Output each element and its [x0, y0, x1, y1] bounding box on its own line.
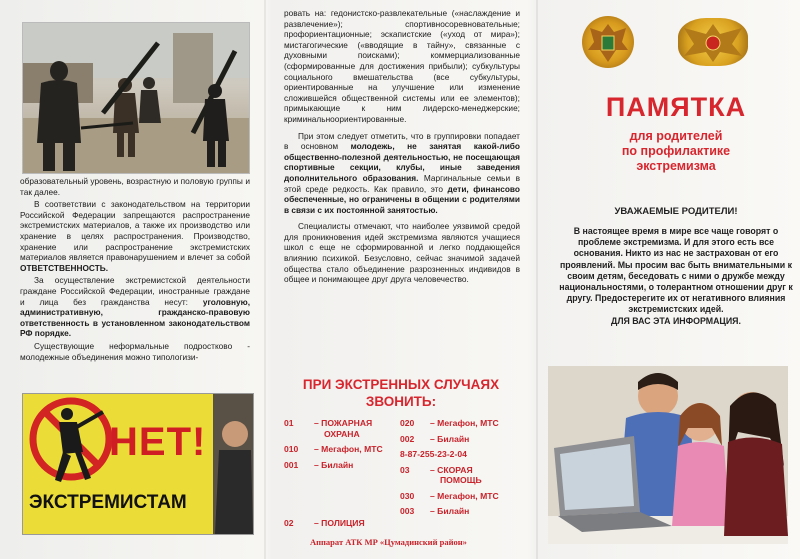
- family-laptop-photo: [548, 366, 788, 544]
- youth-paragraph: [284, 131, 520, 216]
- law-text: В соответствии с законодательством на территории Российской Федерации запрещаются распространение экстремистских материалов, а также их производство или хранение в целях распространения. Производство, хранение или распространение экстремистских материалов является правонарушением и влечет за собой: [20, 199, 250, 263]
- youth-text-c: Маргинальные семьи в этой среде редкость. Как правило, это: [284, 172, 520, 194]
- phone-desc: [314, 418, 372, 439]
- net-word: НЕТ!: [109, 420, 207, 464]
- emergency-title: [276, 376, 526, 410]
- phone-desc: [430, 434, 469, 445]
- eagle-emblem-icon: [582, 16, 634, 68]
- left-panel: [0, 0, 262, 559]
- phone-number: 001: [284, 459, 299, 470]
- phone-row: [284, 444, 404, 455]
- phone-desc: [314, 460, 353, 471]
- phone-desc: [430, 418, 499, 429]
- police-emblem-icon: [678, 18, 748, 66]
- phone-desc-line1: – Билайн: [314, 459, 354, 470]
- phone-number: 03: [400, 464, 410, 475]
- phone-desc: [430, 491, 499, 502]
- intro-text: [558, 226, 794, 327]
- liability-paragraph: [20, 275, 250, 339]
- phone-row-police: [284, 518, 365, 529]
- phone-number: 02: [284, 518, 294, 528]
- phone-desc-line1: – Мегафон, МТС: [314, 444, 383, 454]
- net-caption: ЭКСТРЕМИСТАМ: [29, 492, 187, 513]
- phone-number: 8-87-255-23-2-04: [400, 449, 467, 459]
- left-paragraph-continued: образовательный уровень, возрастную и половую группы и так далее.: [20, 176, 250, 197]
- intro-closing: ДЛЯ ВАС ЭТА ИНФОРМАЦИЯ.: [611, 315, 741, 326]
- left-text-block: [20, 176, 250, 364]
- middle-panel: [266, 0, 534, 559]
- specialists-paragraph: Специалисты отмечают, что наиболее уязвимой средой для проникновения идей экстремизма являются учащиеся школ с еще не сформированной и легко поддающейся влиянию психикой. Безусловно, сейчас значимой задачей общества стало объединение разрозненных индивидов в общее и понимающее друг друга человечество.: [284, 221, 520, 285]
- emergency-title-line1: ПРИ ЭКСТРЕННЫХ СЛУЧАЯХ: [302, 377, 500, 392]
- phone-desc-line1: – Билайн: [430, 433, 470, 444]
- phone-desc: [430, 465, 482, 486]
- law-paragraph: [20, 199, 250, 273]
- phone-desc-line1: – ПОЖАРНАЯ: [314, 418, 373, 428]
- youth-text-d: дети, финансово обеспеченные, но ограничены в общении с родителями в связи с их постоянной занятостью.: [284, 183, 520, 215]
- phone-row: [400, 418, 530, 429]
- liability-bold-text: уголовную, административную, гражданско-правовую ответственность в установленном законодательством РФ порядке.: [20, 296, 250, 339]
- subtitle-line3: экстремизма: [636, 159, 716, 173]
- youth-text-b: молодежь, не занятая какой-либо общественно-полезной деятельностью, не посещающая спортивные секции, клубы, иные заведения дополнительного образования.: [284, 141, 520, 183]
- no-extremism-poster: [22, 393, 254, 535]
- emergency-title-line2: ЗВОНИТЬ:: [365, 394, 437, 409]
- typology-paragraph: ровать на: гедонистско-развлекательные («наслаждение и развлечение»); спортивносоревновательные; профориентационные; эскапистские («уход от мира»); мистагогические («вводящие в тайну», связанные с духовными поисками); коммерциализованные (сформированные для достижения прибыли); субкультуры социального вмешательства (все субкультуры, ориентированные на улучшение или изменение сложившейся общественной системы или ее элементов); примыкающие к ним лидерско-менеджерские; криминальноориентированные.: [284, 8, 520, 124]
- phone-number: 030: [400, 490, 415, 501]
- middle-text-block: [284, 8, 520, 287]
- phone-number: 01: [284, 418, 294, 428]
- phone-number: 020: [400, 418, 415, 428]
- subtitle-line1: для родителей: [629, 129, 723, 143]
- phone-row: [400, 449, 530, 460]
- phone-number: 002: [400, 433, 415, 444]
- youth-text-a: При этом следует отметить, что в группировки попадает в основном: [284, 130, 520, 152]
- militants-photo: [22, 22, 250, 174]
- subtitle: [578, 129, 774, 174]
- phone-row: [400, 491, 530, 502]
- phone-desc-line1: – Мегафон, МТС: [430, 490, 499, 501]
- subtitle-line2: по профилактике: [621, 144, 731, 158]
- phones-right-list: [400, 418, 530, 522]
- phone-desc-line2: ПОМОЩЬ: [440, 475, 482, 485]
- liability-text: За осуществление экстремистской деятельности граждане Российской Федерации, иностранные граждане и лица без гражданства несут:: [20, 275, 250, 307]
- phone-desc-line2: ОХРАНА: [324, 428, 360, 439]
- phone-row: [400, 465, 530, 486]
- footer-text: Аппарат АТК МР «Цумадинский район»: [310, 537, 467, 547]
- groups-paragraph: Существующие неформальные подростково - молодежные объединения можно типологизи-: [20, 340, 250, 362]
- phone-number: 003: [400, 506, 415, 516]
- phone-desc-line1: – Мегафон, МТС: [430, 418, 499, 428]
- phone-desc: [430, 506, 469, 517]
- phone-row: [284, 460, 404, 471]
- phone-row: [284, 418, 404, 439]
- phone-desc-line1: – СКОРАЯ: [430, 464, 473, 475]
- page-title: ПАМЯТКА: [605, 92, 747, 122]
- phone-row: [400, 506, 530, 517]
- phones-left-list: [284, 418, 404, 475]
- phone-row: [400, 434, 530, 445]
- greeting: УВАЖАЕМЫЕ РОДИТЕЛИ!: [614, 206, 738, 217]
- responsibility-text: ОТВЕТСТВЕННОСТЬ.: [20, 262, 109, 273]
- intro-paragraph: В настоящее время в мире все чаще говорят о проблеме экстремизма. И для этого есть все основания. Никто из нас не застрахован от его проявлений. Мы просим вас быть внимательными к своим детям, беседовать с ними о дружбе между национальностями, о толерантном отношении друг к другу. Предостерегите их от негативного влияния экстремистских идей.: [559, 226, 793, 315]
- phone-desc: [314, 444, 383, 455]
- phone-desc: – ПОЛИЦИЯ: [314, 518, 365, 528]
- phone-desc-line1: – Билайн: [430, 506, 470, 516]
- phone-number: 010: [284, 444, 299, 454]
